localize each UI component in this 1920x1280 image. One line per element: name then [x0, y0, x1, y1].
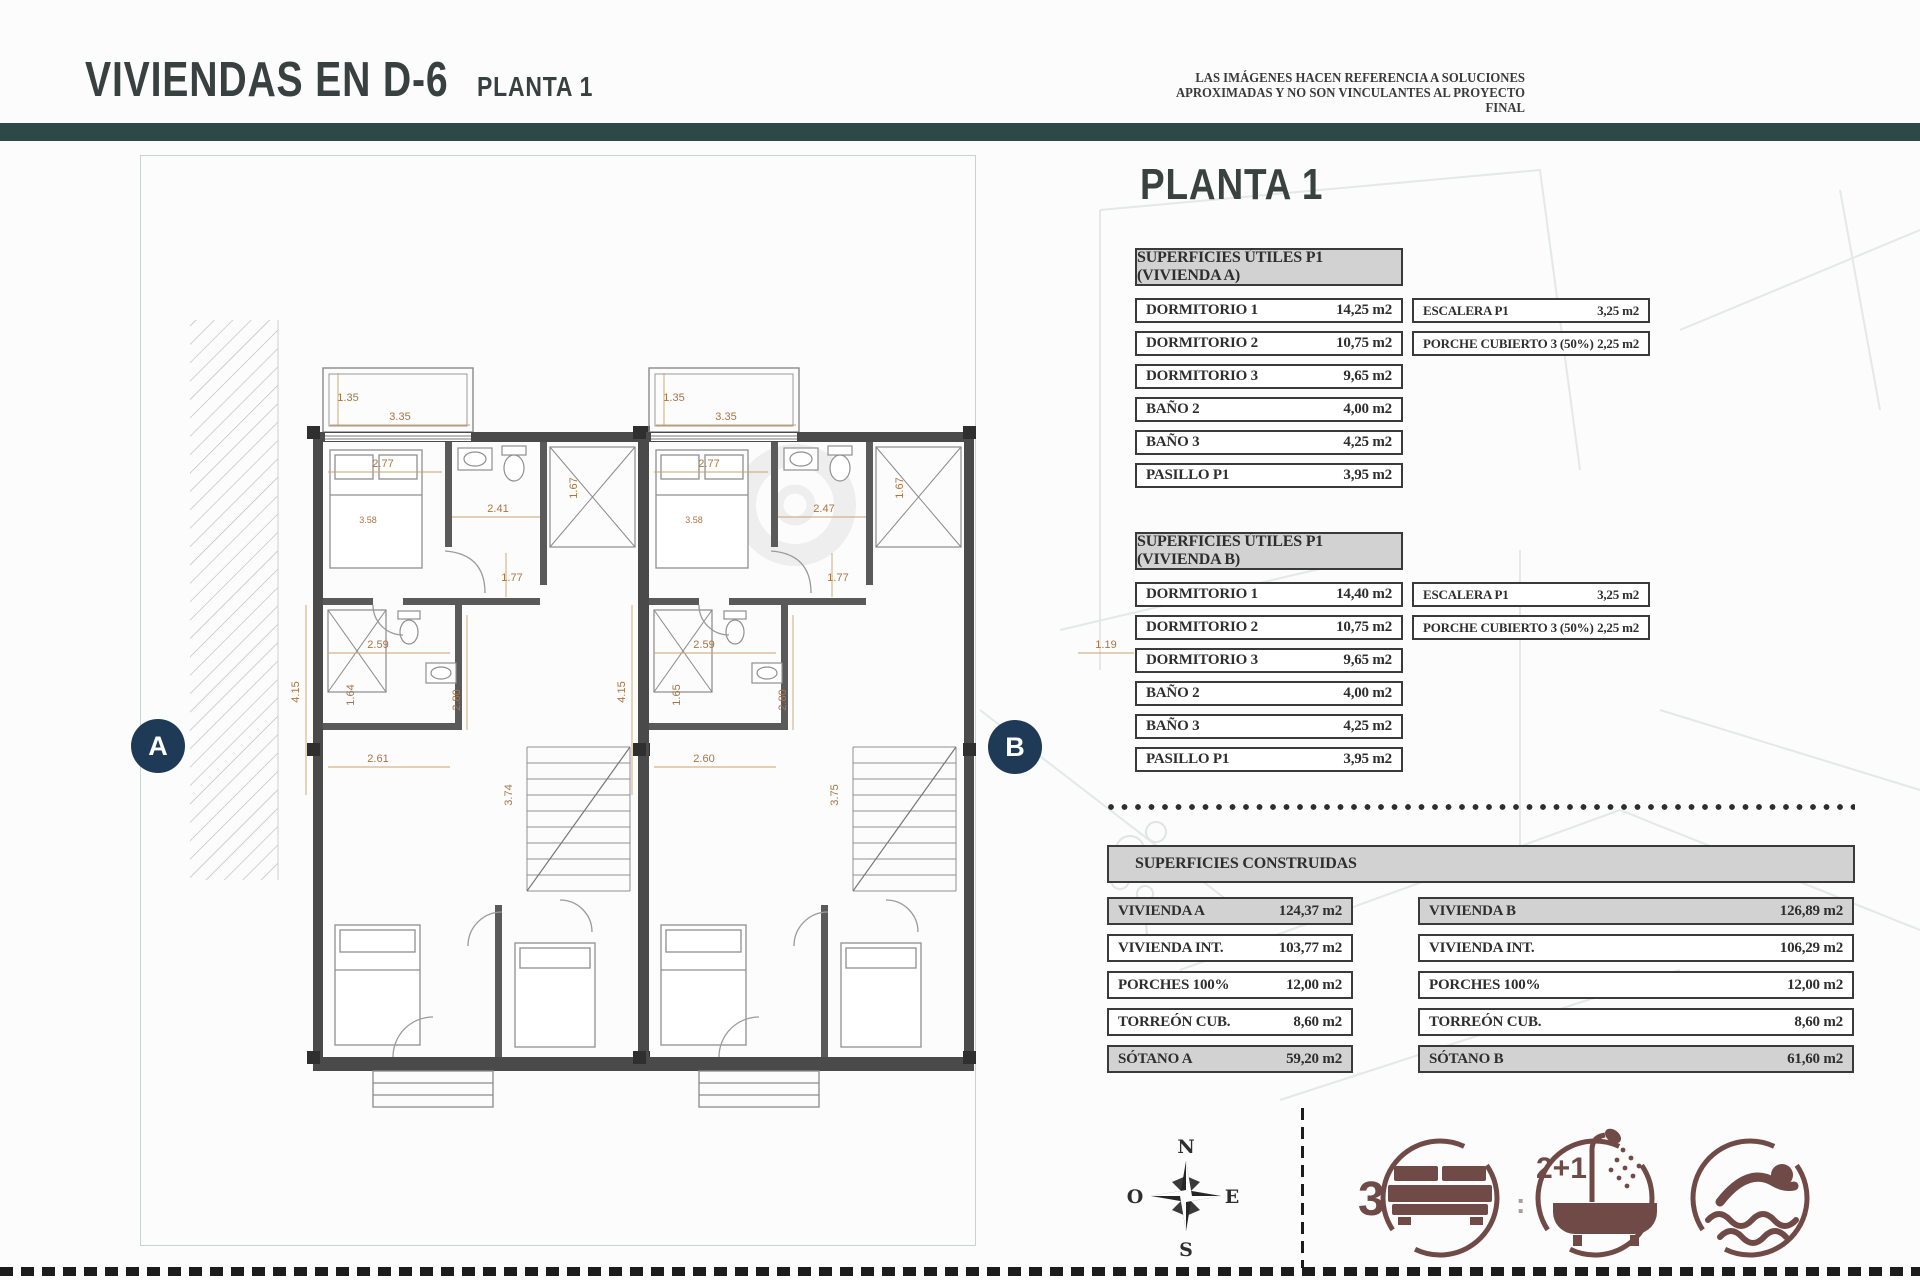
svg-text:2.80: 2.80 — [777, 689, 789, 711]
svg-text:1.77: 1.77 — [501, 572, 523, 584]
table-utiles-a — [1135, 248, 1403, 286]
section-heading: PLANTA 1 — [1140, 160, 1324, 209]
table-construidas-col-b — [1418, 897, 1854, 1082]
svg-text:1.35: 1.35 — [663, 392, 685, 404]
table-row: DORMITORIO 1 14,25 m2 — [1135, 298, 1403, 323]
table-row: ESCALERA P1 3,25 m2 — [1412, 582, 1650, 607]
svg-text:3.58: 3.58 — [685, 515, 703, 525]
compass-e: E — [1224, 1186, 1240, 1208]
bedroom-count: 3 — [1358, 1173, 1385, 1226]
table-row: PORCHES 100% 12,00 m2 — [1418, 971, 1854, 999]
table-construidas-header: SUPERFICIES CONSTRUIDAS — [1107, 845, 1855, 883]
header-divider-bar — [0, 123, 1920, 141]
swimmer-pool-icon — [1708, 1164, 1796, 1243]
table-row: VIVIENDA B 126,89 m2 — [1418, 897, 1854, 925]
disclaimer-text — [1154, 70, 1525, 115]
compass-n: N — [1177, 1136, 1195, 1158]
svg-text:3.35: 3.35 — [715, 411, 737, 423]
table-row: TORREÓN CUB. 8,60 m2 — [1107, 1008, 1353, 1036]
svg-text:2.77: 2.77 — [372, 458, 394, 470]
table-row: SÓTANO A 59,20 m2 — [1107, 1045, 1353, 1073]
icon-separator: : — [1516, 1188, 1526, 1219]
table-construidas-col-a — [1107, 897, 1353, 1082]
table-row: DORMITORIO 2 10,75 m2 — [1135, 615, 1403, 640]
svg-text:2.60: 2.60 — [693, 753, 715, 765]
svg-text:1.65: 1.65 — [671, 684, 683, 706]
svg-text:1.19: 1.19 — [1095, 639, 1117, 651]
table-utiles-a-side — [1412, 298, 1650, 364]
compass-o: O — [1126, 1186, 1144, 1208]
bottom-dashed-border — [0, 1267, 1920, 1276]
svg-text:3.75: 3.75 — [829, 784, 841, 806]
svg-text:3.74: 3.74 — [503, 784, 515, 806]
table-row: DORMITORIO 3 9,65 m2 — [1135, 364, 1403, 389]
unit-b — [632, 368, 976, 1107]
table-utiles-a-header: SUPERFICIES ÚTILES P1 (VIVIENDA A) — [1135, 248, 1403, 286]
page-title — [85, 52, 619, 108]
disclaimer-line-2: APROXIMADAS Y NO SON VINCULANTES AL PROYECTO FINAL — [1175, 85, 1525, 115]
svg-text:1.64: 1.64 — [345, 684, 357, 706]
svg-text:2.47: 2.47 — [813, 503, 835, 515]
table-utiles-b-rows — [1135, 582, 1403, 780]
svg-text:1.35: 1.35 — [337, 392, 359, 404]
table-row: TORREÓN CUB. 8,60 m2 — [1418, 1008, 1854, 1036]
dotted-divider — [1107, 803, 1855, 811]
floor-plan — [140, 155, 1117, 1245]
bathroom-count: 2+1 — [1536, 1152, 1587, 1185]
svg-text:3.58: 3.58 — [359, 515, 377, 525]
svg-text:2.41: 2.41 — [487, 503, 509, 515]
unit-a — [306, 368, 650, 1107]
project-subtitle: PLANTA 1 — [477, 71, 594, 102]
svg-text:1.67: 1.67 — [568, 477, 580, 499]
table-row: PASILLO P1 3,95 m2 — [1135, 463, 1403, 488]
dwelling-a-marker: A — [131, 719, 185, 773]
table-row: BAÑO 3 4,25 m2 — [1135, 430, 1403, 455]
table-row: DORMITORIO 2 10,75 m2 — [1135, 331, 1403, 356]
svg-text:2.61: 2.61 — [367, 753, 389, 765]
table-utiles-b-header: SUPERFICIES ÚTILES P1 (VIVIENDA B) — [1135, 532, 1403, 570]
vertical-dashed-divider — [1301, 1108, 1304, 1268]
svg-text:2.59: 2.59 — [367, 639, 389, 651]
table-utiles-a-rows — [1135, 298, 1403, 496]
table-row: PORCHES 100% 12,00 m2 — [1107, 971, 1353, 999]
table-row: SÓTANO B 61,60 m2 — [1418, 1045, 1854, 1073]
table-row: BAÑO 2 4,00 m2 — [1135, 397, 1403, 422]
svg-text:2.59: 2.59 — [693, 639, 715, 651]
svg-text:4.15: 4.15 — [616, 681, 628, 703]
amenity-icons — [1330, 1118, 1890, 1278]
svg-text:3.35: 3.35 — [389, 411, 411, 423]
table-row: VIVIENDA A 124,37 m2 — [1107, 897, 1353, 925]
table-row: VIVIENDA INT. 106,29 m2 — [1418, 934, 1854, 962]
svg-text:2.80: 2.80 — [451, 689, 463, 711]
table-utiles-b — [1135, 532, 1403, 570]
svg-text:1.67: 1.67 — [894, 477, 906, 499]
table-row: ESCALERA P1 3,25 m2 — [1412, 298, 1650, 323]
compass-rose-icon — [1105, 1125, 1265, 1265]
dwelling-b-marker: B — [988, 720, 1042, 774]
table-row: DORMITORIO 3 9,65 m2 — [1135, 648, 1403, 673]
svg-text:2.77: 2.77 — [698, 458, 720, 470]
table-row: PORCHE CUBIERTO 3 (50%) 2,25 m2 — [1412, 331, 1650, 356]
svg-text:4.15: 4.15 — [290, 681, 302, 703]
disclaimer-line-1: LAS IMÁGENES HACEN REFERENCIA A SOLUCIONES — [1195, 70, 1525, 85]
svg-text:1.77: 1.77 — [827, 572, 849, 584]
table-row: BAÑO 2 4,00 m2 — [1135, 681, 1403, 706]
bed-icon — [1388, 1166, 1492, 1225]
table-row: BAÑO 3 4,25 m2 — [1135, 714, 1403, 739]
table-row: PORCHE CUBIERTO 3 (50%) 2,25 m2 — [1412, 615, 1650, 640]
table-construidas — [1107, 845, 1855, 883]
project-title: VIVIENDAS EN D-6 — [85, 53, 449, 107]
site-hatch-band — [190, 320, 278, 880]
table-row: PASILLO P1 3,95 m2 — [1135, 747, 1403, 772]
table-row: VIVIENDA INT. 103,77 m2 — [1107, 934, 1353, 962]
table-row: DORMITORIO 1 14,40 m2 — [1135, 582, 1403, 607]
compass-s: S — [1179, 1239, 1193, 1261]
table-utiles-b-side — [1412, 582, 1650, 648]
